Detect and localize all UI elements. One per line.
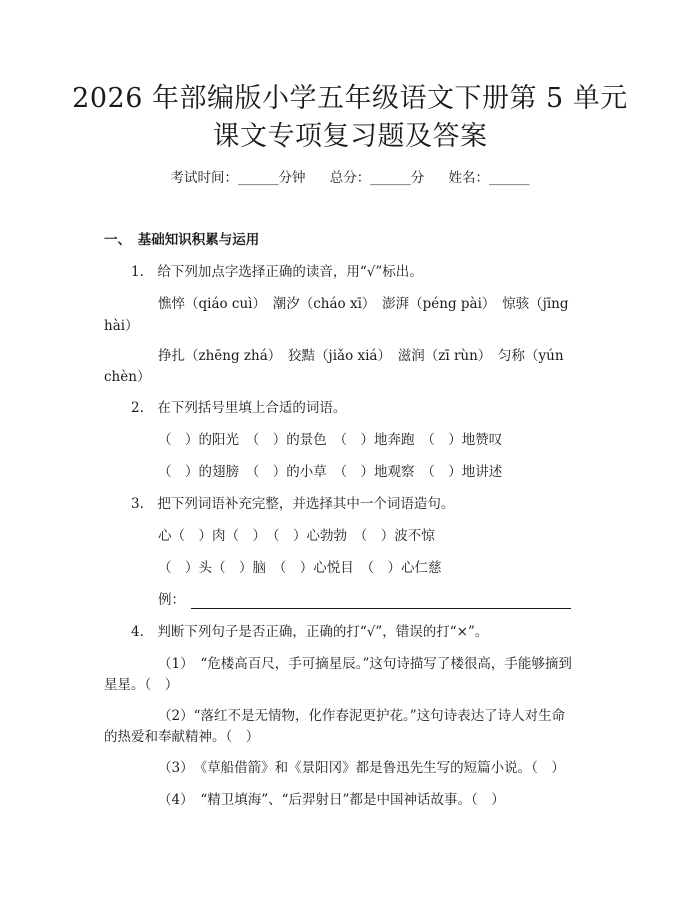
question-1-prompt: 1. 给下列加点字选择正确的读音，用“√”标出。 xyxy=(131,264,423,280)
question-4-statement-2-cont: 的热爱和奉献精神。（ ） xyxy=(104,729,260,745)
question-3-row-1: 心（ ）肉（ ） （ ）心勃勃 （ ）波不惊 xyxy=(158,528,435,544)
question-4-statement-1-cont: 星星。（ ） xyxy=(104,677,179,693)
question-2-prompt: 2. 在下列括号里填上合适的词语。 xyxy=(131,400,347,416)
question-4-prompt: 4. 判断下列句子是否正确，正确的打“√”，错误的打“×”。 xyxy=(131,624,489,640)
question-4-statement-4: （4） “精卫填海”、“后羿射日”都是中国神话故事。（ ） xyxy=(158,792,505,808)
question-4-statement-2: （2）“落红不是无情物，化作春泥更护花。”这句诗表达了诗人对生命 xyxy=(158,708,566,724)
example-label: 例： xyxy=(158,592,185,608)
question-1-row-1: 憔悴（qiáo cuì） 潮汐（cháo xī） 澎湃（péng pài） 惊骇（jīng xyxy=(158,296,569,312)
exam-meta xyxy=(0,169,700,187)
question-1-row-2: 挣扎（zhēng zhá） 狡黠（jiǎo xiá） 滋润（zī rùn） 匀称（yún xyxy=(158,348,564,364)
question-2-row-1: （ ）的阳光 （ ）的景色 （ ）地奔跑 （ ）地赞叹 xyxy=(158,432,503,448)
question-4-statement-1: （1） “危楼高百尺，手可摘星辰。”这句诗描写了楼很高，手能够摘到 xyxy=(158,656,572,672)
question-3-prompt: 3. 把下列词语补充完整，并选择其中一个词语造句。 xyxy=(131,496,455,512)
question-2-row-2: （ ）的翅膀 （ ）的小草 （ ）地观察 （ ）地讲述 xyxy=(158,464,503,480)
section-heading: 一、 基础知识积累与运用 xyxy=(104,232,260,248)
example-answer-line[interactable] xyxy=(191,594,571,609)
exam-time-field: 考试时间：______分钟 xyxy=(170,170,306,186)
question-4-statement-3: （3） 《草船借箭》和《景阳冈》都是鲁迅先生写的短篇小说。（ ） xyxy=(158,760,565,776)
total-score-field: 总分：______分 xyxy=(329,170,425,186)
question-3-row-2: （ ）头（ ）脑 （ ）心悦目 （ ）心仁慈 xyxy=(158,560,442,576)
page-title-line-2: 课文专项复习题及答案 xyxy=(212,121,488,152)
page-title-line-1: 2026 年部编版小学五年级语文下册第 5 单元 xyxy=(72,83,628,114)
question-1-row-1-cont: hài） xyxy=(104,318,139,334)
student-name-field: 姓名：______ xyxy=(448,170,530,186)
question-3-example xyxy=(158,591,571,609)
question-1-row-2-cont: chèn） xyxy=(104,369,151,385)
